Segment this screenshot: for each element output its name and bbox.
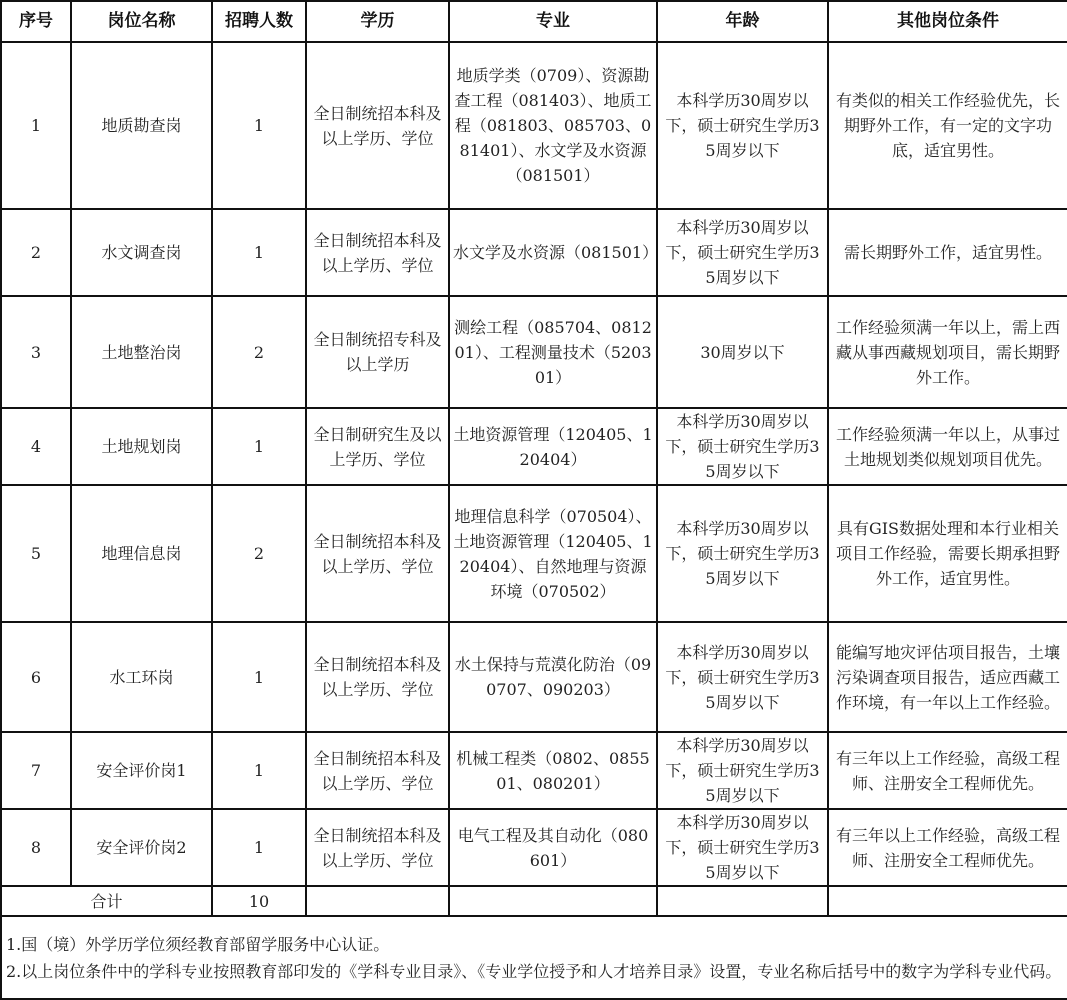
cell-no: 2 bbox=[1, 209, 71, 296]
cell-major: 电气工程及其自动化（080601） bbox=[449, 809, 657, 886]
cell-no: 4 bbox=[1, 408, 71, 485]
empty-cell bbox=[306, 886, 449, 916]
cell-no: 8 bbox=[1, 809, 71, 886]
header-count: 招聘人数 bbox=[212, 1, 306, 42]
cell-other: 工作经验须满一年以上，需上西藏从事西藏规划项目，需长期野外工作。 bbox=[828, 296, 1067, 408]
cell-education: 全日制统招本科及以上学历、学位 bbox=[306, 622, 449, 732]
cell-no: 5 bbox=[1, 485, 71, 622]
cell-major: 测绘工程（085704、081201）、工程测量技术（520301） bbox=[449, 296, 657, 408]
cell-count: 1 bbox=[212, 408, 306, 485]
cell-position: 地质勘查岗 bbox=[71, 42, 212, 209]
cell-other: 工作经验须满一年以上，从事过土地规划类似规划项目优先。 bbox=[828, 408, 1067, 485]
header-age: 年龄 bbox=[657, 1, 828, 42]
cell-major: 土地资源管理（120405、120404） bbox=[449, 408, 657, 485]
table-row bbox=[1, 485, 1067, 622]
cell-no: 3 bbox=[1, 296, 71, 408]
header-education: 学历 bbox=[306, 1, 449, 42]
header-row bbox=[1, 1, 1067, 42]
cell-other: 具有GIS数据处理和本行业相关项目工作经验，需要长期承担野外工作，适宜男性。 bbox=[828, 485, 1067, 622]
cell-education: 全日制统招专科及以上学历 bbox=[306, 296, 449, 408]
cell-other: 有三年以上工作经验，高级工程师、注册安全工程师优先。 bbox=[828, 732, 1067, 809]
cell-position: 安全评价岗2 bbox=[71, 809, 212, 886]
total-label: 合计 bbox=[1, 886, 212, 916]
cell-position: 地理信息岗 bbox=[71, 485, 212, 622]
header-no: 序号 bbox=[1, 1, 71, 42]
table-row bbox=[1, 42, 1067, 209]
cell-count: 1 bbox=[212, 622, 306, 732]
header-other: 其他岗位条件 bbox=[828, 1, 1067, 42]
cell-major: 机械工程类（0802、085501、080201） bbox=[449, 732, 657, 809]
cell-count: 1 bbox=[212, 809, 306, 886]
cell-major: 水土保持与荒漠化防治（090707、090203） bbox=[449, 622, 657, 732]
table-row bbox=[1, 209, 1067, 296]
table-row bbox=[1, 732, 1067, 809]
header-major: 专业 bbox=[449, 1, 657, 42]
cell-major: 地质学类（0709）、资源勘查工程（081403）、地质工程（081803、085703、081401）、水文学及水资源（081501） bbox=[449, 42, 657, 209]
cell-position: 水工环岗 bbox=[71, 622, 212, 732]
cell-count: 2 bbox=[212, 296, 306, 408]
cell-education: 全日制研究生及以上学历、学位 bbox=[306, 408, 449, 485]
cell-age: 本科学历30周岁以下，硕士研究生学历35周岁以下 bbox=[657, 42, 828, 209]
empty-cell bbox=[828, 886, 1067, 916]
cell-major: 水文学及水资源（081501） bbox=[449, 209, 657, 296]
cell-age: 本科学历30周岁以下，硕士研究生学历35周岁以下 bbox=[657, 732, 828, 809]
cell-other: 需长期野外工作，适宜男性。 bbox=[828, 209, 1067, 296]
total-row bbox=[1, 886, 1067, 916]
cell-count: 1 bbox=[212, 209, 306, 296]
note-2: 2.以上岗位条件中的学科专业按照教育部印发的《学科专业目录》、《专业学位授予和人才培养目录》设置，专业名称后括号中的数字为学科专业代码。 bbox=[6, 961, 1062, 981]
empty-cell bbox=[449, 886, 657, 916]
cell-count: 1 bbox=[212, 42, 306, 209]
cell-age: 本科学历30周岁以下，硕士研究生学历35周岁以下 bbox=[657, 809, 828, 886]
cell-other: 有三年以上工作经验，高级工程师、注册安全工程师优先。 bbox=[828, 809, 1067, 886]
cell-other: 能编写地灾评估项目报告，土壤污染调查项目报告，适应西藏工作环境，有一年以上工作经验。 bbox=[828, 622, 1067, 732]
cell-age: 本科学历30周岁以下，硕士研究生学历35周岁以下 bbox=[657, 209, 828, 296]
empty-cell bbox=[657, 886, 828, 916]
cell-no: 6 bbox=[1, 622, 71, 732]
cell-no: 1 bbox=[1, 42, 71, 209]
cell-other: 有类似的相关工作经验优先，长期野外工作，有一定的文字功底，适宜男性。 bbox=[828, 42, 1067, 209]
note-1: 1.国（境）外学历学位须经教育部留学服务中心认证。 bbox=[6, 934, 390, 954]
cell-position: 土地整治岗 bbox=[71, 296, 212, 408]
cell-age: 本科学历30周岁以下，硕士研究生学历35周岁以下 bbox=[657, 408, 828, 485]
table-row bbox=[1, 809, 1067, 886]
cell-position: 水文调查岗 bbox=[71, 209, 212, 296]
cell-position: 土地规划岗 bbox=[71, 408, 212, 485]
cell-education: 全日制统招本科及以上学历、学位 bbox=[306, 42, 449, 209]
table-row bbox=[1, 622, 1067, 732]
table-row bbox=[1, 408, 1067, 485]
cell-count: 1 bbox=[212, 732, 306, 809]
notes-row bbox=[1, 916, 1067, 999]
table-row bbox=[1, 296, 1067, 408]
cell-major: 地理信息科学（070504）、土地资源管理（120405、120404）、自然地理与资源环境（070502） bbox=[449, 485, 657, 622]
cell-age: 本科学历30周岁以下，硕士研究生学历35周岁以下 bbox=[657, 622, 828, 732]
cell-education: 全日制统招本科及以上学历、学位 bbox=[306, 809, 449, 886]
cell-education: 全日制统招本科及以上学历、学位 bbox=[306, 732, 449, 809]
cell-no: 7 bbox=[1, 732, 71, 809]
cell-education: 全日制统招本科及以上学历、学位 bbox=[306, 209, 449, 296]
cell-age: 30周岁以下 bbox=[657, 296, 828, 408]
cell-education: 全日制统招本科及以上学历、学位 bbox=[306, 485, 449, 622]
total-count: 10 bbox=[212, 886, 306, 916]
cell-age: 本科学历30周岁以下，硕士研究生学历35周岁以下 bbox=[657, 485, 828, 622]
cell-count: 2 bbox=[212, 485, 306, 622]
cell-position: 安全评价岗1 bbox=[71, 732, 212, 809]
header-position: 岗位名称 bbox=[71, 1, 212, 42]
notes-cell bbox=[1, 916, 1067, 999]
